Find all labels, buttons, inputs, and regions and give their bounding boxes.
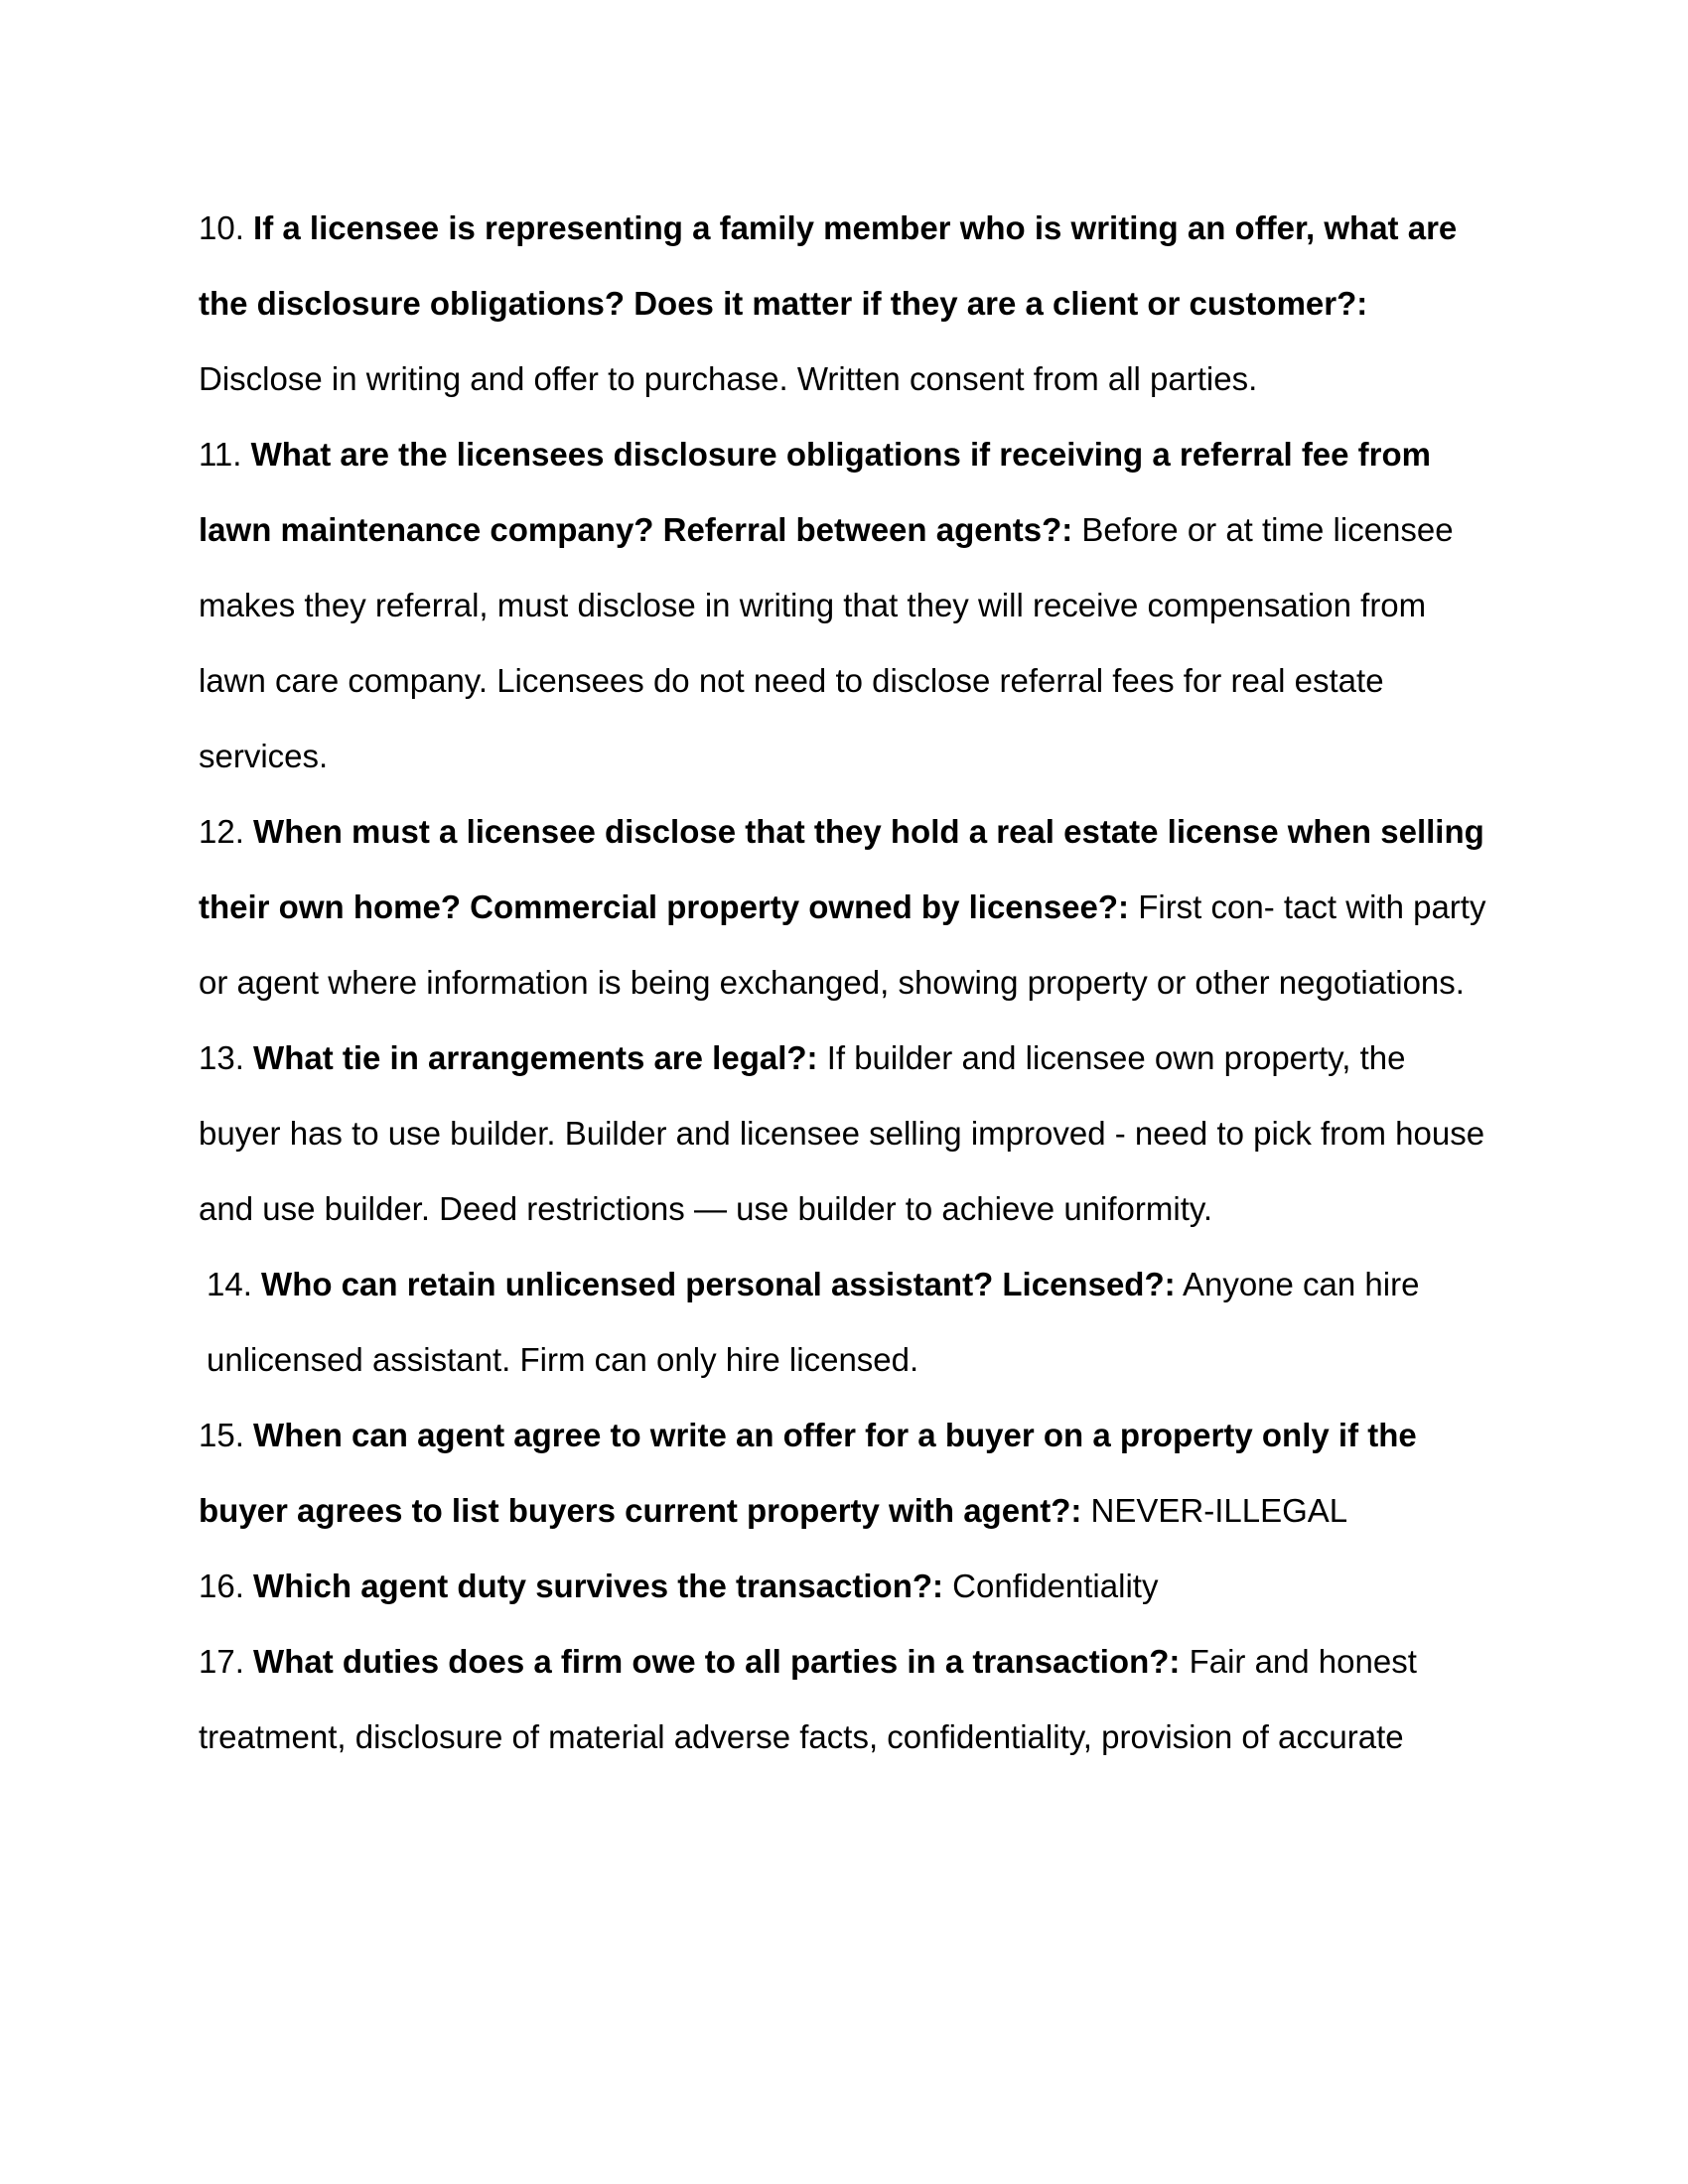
item-question: What duties does a firm owe to all parties in a transaction?: (253, 1643, 1181, 1680)
item-number: 13. (199, 1039, 244, 1076)
item-number: 14. (207, 1266, 252, 1302)
qa-item-17 (199, 1624, 1489, 1775)
qa-item-16 (199, 1549, 1489, 1624)
item-answer: NEVER-ILLEGAL (1090, 1492, 1348, 1529)
item-number: 16. (199, 1568, 244, 1604)
item-question: Who can retain unlicensed personal assistant? Licensed?: (261, 1266, 1176, 1302)
qa-item-14 (199, 1247, 1489, 1398)
item-answer: Anyone can hire unlicensed assistant. Firm can only hire licensed. (207, 1266, 1420, 1378)
item-number: 15. (199, 1417, 244, 1453)
qa-item-12 (199, 794, 1489, 1021)
item-answer: If builder and licensee own property, the buyer has to use builder. Builder and licensee selling improved - need to pick from house and use builder. Deed restrictions — use builder to achieve uniformity. (199, 1039, 1485, 1227)
item-number: 17. (199, 1643, 244, 1680)
qa-item-13 (199, 1021, 1489, 1247)
qa-item-10 (199, 191, 1489, 417)
item-number: 12. (199, 813, 244, 850)
item-question: When can agent agree to write an offer for a buyer on a property only if the buyer agrees to list buyers current property with agent?: (199, 1417, 1417, 1529)
qa-item-15 (199, 1398, 1489, 1549)
item-answer: Confidentiality (952, 1568, 1159, 1604)
item-answer: Disclose in writing and offer to purchase. Written consent from all parties. (199, 360, 1258, 397)
item-number: 10. (199, 209, 244, 246)
item-question: Which agent duty survives the transaction?: (253, 1568, 943, 1604)
qa-list (199, 191, 1489, 1775)
item-question: If a licensee is representing a family member who is writing an offer, what are the disclosure obligations? Does it matter if they are a client or customer?: (199, 209, 1458, 322)
item-answer: Before or at time licensee makes they referral, must disclose in writing that they will receive compensation from lawn care company. Licensees do not need to disclose referral fees for real estate services. (199, 511, 1454, 774)
qa-item-11 (199, 417, 1489, 794)
item-answer: First con- tact with party or agent where information is being exchanged, showing property or other negotiations. (199, 888, 1486, 1001)
item-question: What tie in arrangements are legal?: (253, 1039, 818, 1076)
item-number: 11. (199, 436, 242, 473)
item-question: What are the licensees disclosure obligations if receiving a referral fee from lawn maintenance company? Referral between agents?: (199, 436, 1432, 548)
item-question: When must a licensee disclose that they hold a real estate license when selling their own home? Commercial property owned by licensee?: (199, 813, 1484, 925)
item-answer: Fair and honest treatment, disclosure of material adverse facts, confidentiality, provision of accurate (199, 1643, 1417, 1755)
